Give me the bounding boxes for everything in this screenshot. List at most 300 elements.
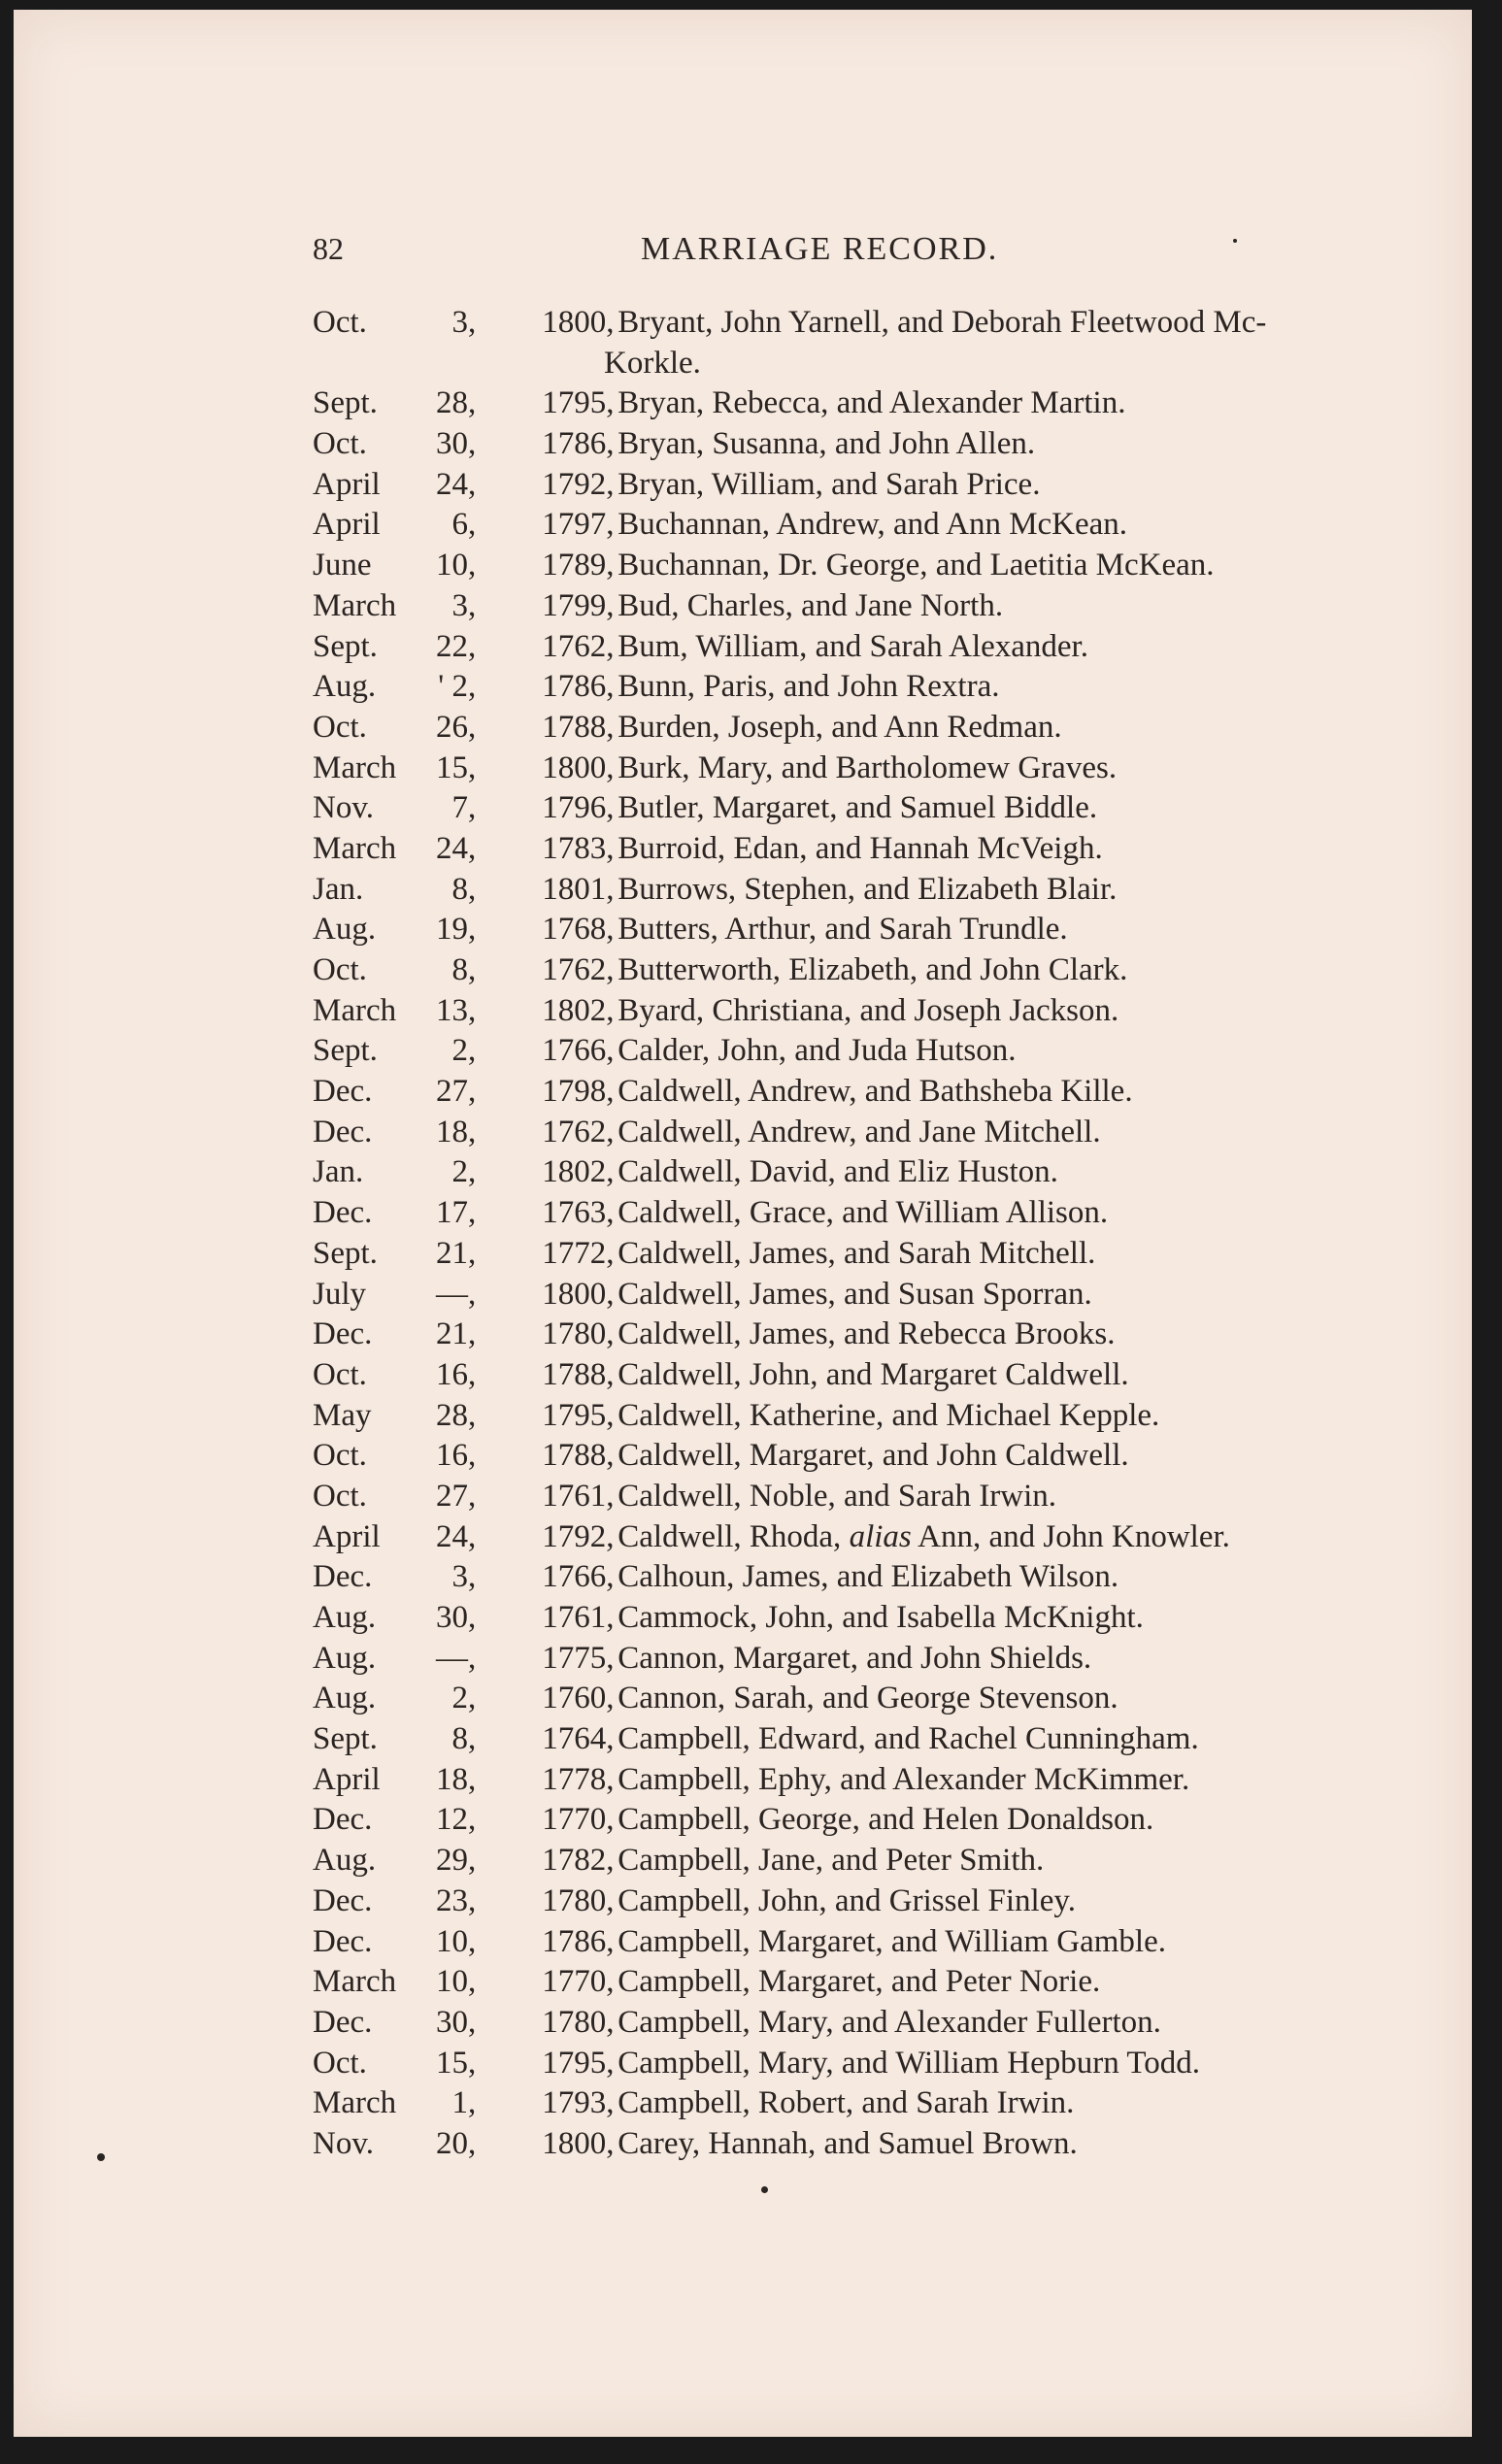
- entry-comma: ,: [468, 587, 477, 623]
- entry-comma: ,: [468, 1114, 477, 1149]
- marriage-entry: [313, 1922, 1439, 1963]
- entry-names: Caldwell, James, and Susan Sporran.: [617, 1276, 1092, 1312]
- entry-names: Campbell, George, and Helen Donaldson.: [617, 1802, 1154, 1838]
- entry-day: 29: [436, 1843, 468, 1879]
- entry-month: Dec.: [313, 1195, 373, 1231]
- entry-comma: ,: [468, 466, 477, 502]
- entry-names: Cammock, John, and Isabella McKnight.: [617, 1600, 1144, 1635]
- entry-names: Buchannan, Dr. George, and Laetitia McKean.: [617, 548, 1215, 583]
- entry-year: 1792: [542, 1518, 607, 1554]
- entry-day: 1: [451, 2085, 468, 2121]
- entry-names: Bryan, Susanna, and John Allen.: [617, 426, 1036, 462]
- entry-month: Jan.: [313, 871, 364, 907]
- entry-comma: ,: [468, 385, 477, 421]
- marriage-entry: [313, 1800, 1439, 1841]
- entry-day: ' 2: [438, 669, 468, 705]
- marriage-entry: [313, 1396, 1439, 1437]
- entry-comma: ,: [468, 1802, 477, 1838]
- entry-month: Oct.: [313, 1478, 367, 1514]
- marriage-entry: [313, 667, 1439, 708]
- marriage-entry: [313, 303, 1439, 344]
- entry-names: Caldwell, Katherine, and Michael Kepple.: [617, 1397, 1160, 1433]
- entry-day: 30: [436, 1600, 468, 1635]
- entry-comma: ,: [468, 2125, 477, 2161]
- entry-day: 28: [436, 1397, 468, 1433]
- marriage-entry: [313, 1719, 1439, 1760]
- entry-comma: ,: [468, 749, 477, 785]
- entry-names: Calder, John, and Juda Hutson.: [617, 1033, 1017, 1069]
- entry-comma: ,: [468, 1923, 477, 1959]
- entry-comma: ,: [468, 1721, 477, 1757]
- entry-day: 17: [436, 1195, 468, 1231]
- entry-comma: ,: [606, 548, 615, 583]
- entry-year: 1786: [542, 669, 607, 705]
- entry-day: 24: [436, 830, 468, 866]
- entry-comma: ,: [468, 1356, 477, 1392]
- entry-month: March: [313, 2085, 397, 2121]
- marriage-entry: [313, 465, 1439, 506]
- entry-comma: ,: [606, 912, 615, 948]
- marriage-entry: [313, 1881, 1439, 1922]
- marriage-entry: [313, 1841, 1439, 1881]
- entry-year: 1800: [542, 2125, 607, 2161]
- entry-comma: ,: [606, 952, 615, 987]
- entry-comma: ,: [468, 669, 477, 705]
- entry-comma: ,: [606, 669, 615, 705]
- entry-names: Campbell, Edward, and Rachel Cunningham.: [617, 1721, 1199, 1757]
- entry-comma: ,: [468, 1882, 477, 1918]
- marriage-entry: [313, 991, 1439, 1032]
- entry-comma: ,: [468, 1518, 477, 1554]
- entry-comma: ,: [606, 709, 615, 745]
- entry-year: 1800: [542, 749, 607, 785]
- ink-speck: [761, 2186, 768, 2193]
- entry-year: 1768: [542, 912, 607, 948]
- entry-month: April: [313, 1761, 381, 1797]
- entry-year: 1780: [542, 2004, 607, 2040]
- entry-names: Campbell, Ephy, and Alexander McKimmer.: [617, 1761, 1190, 1797]
- entry-day: 27: [436, 1074, 468, 1110]
- entry-comma: ,: [468, 1681, 477, 1716]
- marriage-entry: [313, 1234, 1439, 1275]
- entry-comma: ,: [606, 1802, 615, 1838]
- entry-comma: ,: [606, 1114, 615, 1149]
- entry-day: 8: [451, 1721, 468, 1757]
- entry-names: Caldwell, Grace, and William Allison.: [617, 1195, 1109, 1231]
- entry-comma: ,: [606, 1721, 615, 1757]
- entry-comma: ,: [468, 305, 477, 340]
- marriage-entry: [313, 1517, 1439, 1558]
- entry-month: Dec.: [313, 1882, 373, 1918]
- entry-day: 20: [436, 2125, 468, 2161]
- entry-day: 15: [436, 2045, 468, 2081]
- page-number: 82: [313, 231, 344, 266]
- marriage-entry: [313, 829, 1439, 870]
- entry-day: 2: [451, 1033, 468, 1069]
- entry-names: Caldwell, John, and Margaret Caldwell.: [617, 1356, 1129, 1392]
- entry-comma: ,: [606, 1518, 615, 1554]
- entry-month: June: [313, 548, 372, 583]
- entry-names: Caldwell, Andrew, and Bathsheba Kille.: [617, 1074, 1133, 1110]
- entry-comma: ,: [606, 507, 615, 543]
- marriage-entry: [313, 1679, 1439, 1719]
- entry-year: 1799: [542, 587, 607, 623]
- marriage-entry: [313, 1113, 1439, 1153]
- entry-year: 1789: [542, 548, 607, 583]
- entry-year: 1802: [542, 992, 607, 1028]
- entry-comma: ,: [606, 385, 615, 421]
- entry-names: Burk, Mary, and Bartholomew Graves.: [617, 749, 1118, 785]
- entry-month: April: [313, 466, 381, 502]
- entry-comma: ,: [606, 749, 615, 785]
- entry-names: Cannon, Sarah, and George Stevenson.: [617, 1681, 1118, 1716]
- marriage-entry: [313, 1031, 1439, 1072]
- marriage-entry: [313, 546, 1439, 586]
- entry-year: 1801: [542, 871, 607, 907]
- entry-day: 15: [436, 749, 468, 785]
- entry-comma: ,: [468, 1154, 477, 1190]
- entry-day: 23: [436, 1882, 468, 1918]
- marriage-entry: [313, 1477, 1439, 1517]
- entry-day: 3: [451, 587, 468, 623]
- entry-names: Campbell, Jane, and Peter Smith.: [617, 1843, 1045, 1879]
- entry-year: 1778: [542, 1761, 607, 1797]
- entry-comma: ,: [606, 1074, 615, 1110]
- entry-comma: ,: [606, 1761, 615, 1797]
- entry-month: March: [313, 1964, 397, 2000]
- entry-names: Buchannan, Andrew, and Ann McKean.: [617, 507, 1128, 543]
- entry-day: 30: [436, 426, 468, 462]
- entry-month: Oct.: [313, 2045, 367, 2081]
- entry-year: 1762: [542, 952, 607, 987]
- entry-month: Oct.: [313, 709, 367, 745]
- entry-comma: ,: [606, 1882, 615, 1918]
- entry-comma: ,: [468, 1559, 477, 1595]
- entry-month: May: [313, 1397, 372, 1433]
- entry-month: Oct.: [313, 1438, 367, 1474]
- entry-month: March: [313, 992, 397, 1028]
- entry-comma: ,: [606, 830, 615, 866]
- entry-comma: ,: [468, 830, 477, 866]
- entry-comma: ,: [468, 1397, 477, 1433]
- entry-day: 18: [436, 1761, 468, 1797]
- entry-comma: ,: [468, 790, 477, 826]
- entry-year: 1763: [542, 1195, 607, 1231]
- entry-day: 16: [436, 1356, 468, 1392]
- entry-month: Jan.: [313, 1154, 364, 1190]
- entry-month: Sept.: [313, 1235, 378, 1271]
- entry-month: March: [313, 749, 397, 785]
- entry-year: 1796: [542, 790, 607, 826]
- marriage-entry: [313, 505, 1439, 546]
- entry-day: 2: [451, 1681, 468, 1716]
- entry-day: 8: [451, 952, 468, 987]
- entry-month: March: [313, 830, 397, 866]
- entry-month: Dec.: [313, 1559, 373, 1595]
- entry-comma: ,: [606, 466, 615, 502]
- entry-names: Bryant, John Yarnell, and Deborah Fleetwood Mc-: [617, 305, 1267, 340]
- entry-names: Bryan, William, and Sarah Price.: [617, 466, 1041, 502]
- entry-comma: ,: [468, 1843, 477, 1879]
- entry-names: Cannon, Margaret, and John Shields.: [617, 1640, 1092, 1676]
- entry-day: 13: [436, 992, 468, 1028]
- entry-comma: ,: [468, 1195, 477, 1231]
- entry-month: Aug.: [313, 669, 377, 705]
- entry-comma: ,: [606, 426, 615, 462]
- entry-month: Dec.: [313, 1802, 373, 1838]
- entry-year: 1797: [542, 507, 607, 543]
- entry-names: Caldwell, David, and Eliz Huston.: [617, 1154, 1058, 1190]
- entry-comma: ,: [606, 305, 615, 340]
- entry-month: Aug.: [313, 1640, 377, 1676]
- entry-month: Dec.: [313, 1316, 373, 1352]
- entry-comma: ,: [468, 912, 477, 948]
- entry-comma: ,: [468, 628, 477, 664]
- marriage-entry: [313, 586, 1439, 627]
- entry-comma: ,: [606, 2125, 615, 2161]
- entry-comma: ,: [468, 426, 477, 462]
- entry-year: 1792: [542, 466, 607, 502]
- marriage-entry: [313, 1598, 1439, 1639]
- entry-comma: ,: [468, 1600, 477, 1635]
- entry-month: Oct.: [313, 426, 367, 462]
- marriage-entry: [313, 344, 1439, 384]
- entry-year: 1762: [542, 1114, 607, 1149]
- entry-comma: ,: [606, 628, 615, 664]
- entry-month: Aug.: [313, 1600, 377, 1635]
- entry-day: 27: [436, 1478, 468, 1514]
- marriage-entry: [313, 424, 1439, 465]
- marriage-entry: [313, 627, 1439, 668]
- entry-month: Oct.: [313, 952, 367, 987]
- entry-year: 1795: [542, 1397, 607, 1433]
- entry-names: Campbell, Margaret, and William Gamble.: [617, 1923, 1166, 1959]
- marriage-entry: [313, 2044, 1439, 2084]
- entry-comma: ,: [606, 790, 615, 826]
- entry-year: 1795: [542, 2045, 607, 2081]
- entry-day: 7: [451, 790, 468, 826]
- entry-names: Bum, William, and Sarah Alexander.: [617, 628, 1088, 664]
- entry-year: 1780: [542, 1882, 607, 1918]
- entry-month: Sept.: [313, 1721, 378, 1757]
- entry-comma: ,: [606, 1600, 615, 1635]
- entry-names: Caldwell, Rhoda, alias Ann, and John Knowler.: [617, 1518, 1230, 1554]
- entry-month: Aug.: [313, 1843, 377, 1879]
- entry-comma: ,: [606, 871, 615, 907]
- entry-year: 1775: [542, 1640, 607, 1676]
- entry-names: Campbell, John, and Grissel Finley.: [617, 1882, 1076, 1918]
- entry-comma: ,: [606, 1843, 615, 1879]
- entry-comma: ,: [468, 1761, 477, 1797]
- marriage-entry: [313, 1152, 1439, 1193]
- entry-day: 22: [436, 628, 468, 664]
- marriage-entry: [313, 1072, 1439, 1113]
- entry-comma: ,: [468, 1033, 477, 1069]
- entry-comma: ,: [468, 1640, 477, 1676]
- marriage-entry: [313, 910, 1439, 950]
- marriage-entry: [313, 1962, 1439, 2003]
- entry-comma: ,: [606, 1923, 615, 1959]
- entry-year: 1770: [542, 1964, 607, 2000]
- entry-comma: ,: [606, 1438, 615, 1474]
- entry-comma: ,: [468, 548, 477, 583]
- entry-day: 3: [451, 305, 468, 340]
- marriage-entry: [313, 1557, 1439, 1598]
- entry-comma: ,: [606, 1356, 615, 1392]
- entry-year: 1800: [542, 305, 607, 340]
- marriage-entry: [313, 1193, 1439, 1234]
- entry-day: 21: [436, 1316, 468, 1352]
- entry-year: 1788: [542, 1356, 607, 1392]
- entry-day: 26: [436, 709, 468, 745]
- ink-speck: [1233, 239, 1237, 243]
- running-head: MARRIAGE RECORD.: [641, 231, 999, 267]
- entry-names: Burden, Joseph, and Ann Redman.: [617, 709, 1062, 745]
- marriage-entry: [313, 788, 1439, 829]
- entry-day: 10: [436, 1923, 468, 1959]
- entry-day: 21: [436, 1235, 468, 1271]
- entry-comma: ,: [606, 587, 615, 623]
- marriage-entry: [313, 870, 1439, 911]
- entry-year: 1788: [542, 1438, 607, 1474]
- entry-comma: ,: [468, 1316, 477, 1352]
- marriage-entry: [313, 708, 1439, 749]
- entry-year: 1762: [542, 628, 607, 664]
- entry-year: 1795: [542, 385, 607, 421]
- entry-comma: ,: [606, 1964, 615, 2000]
- entry-names: Caldwell, Andrew, and Jane Mitchell.: [617, 1114, 1101, 1149]
- entry-year: 1761: [542, 1600, 607, 1635]
- entry-day: 30: [436, 2004, 468, 2040]
- entry-comma: ,: [606, 1276, 615, 1312]
- entry-month: Aug.: [313, 1681, 377, 1716]
- entry-month: Sept.: [313, 628, 378, 664]
- entry-year: 1780: [542, 1316, 607, 1352]
- entry-day: 3: [451, 1559, 468, 1595]
- entry-day: 19: [436, 912, 468, 948]
- marriage-entry: [313, 1436, 1439, 1477]
- marriage-entries-list: [313, 303, 1439, 2165]
- entry-day: 24: [436, 1518, 468, 1554]
- entry-year: 1802: [542, 1154, 607, 1190]
- entry-comma: ,: [468, 709, 477, 745]
- entry-names: Butters, Arthur, and Sarah Trundle.: [617, 912, 1068, 948]
- entry-day: 10: [436, 548, 468, 583]
- entry-year: 1786: [542, 1923, 607, 1959]
- entry-comma: ,: [468, 1478, 477, 1514]
- marriage-entry: [313, 2124, 1439, 2165]
- entry-month: Sept.: [313, 385, 378, 421]
- entry-day: 18: [436, 1114, 468, 1149]
- entry-names: Campbell, Mary, and Alexander Fullerton.: [617, 2004, 1161, 2040]
- entry-names: Caldwell, Noble, and Sarah Irwin.: [617, 1478, 1057, 1514]
- entry-comma: ,: [468, 1438, 477, 1474]
- entry-year: 1783: [542, 830, 607, 866]
- entry-month: Dec.: [313, 1074, 373, 1110]
- entry-names: Caldwell, James, and Sarah Mitchell.: [617, 1235, 1096, 1271]
- entry-names: Korkle.: [604, 345, 701, 381]
- entry-year: 1761: [542, 1478, 607, 1514]
- entry-comma: ,: [606, 2045, 615, 2081]
- entry-day: —: [436, 1640, 468, 1676]
- entry-month: Sept.: [313, 1033, 378, 1069]
- ink-speck: [97, 2153, 105, 2161]
- entry-comma: ,: [606, 2004, 615, 2040]
- entry-day: 8: [451, 871, 468, 907]
- entry-names: Campbell, Mary, and William Hepburn Todd.: [617, 2045, 1200, 2081]
- entry-comma: ,: [468, 1276, 477, 1312]
- entry-month: April: [313, 507, 381, 543]
- entry-year: 1793: [542, 2085, 607, 2121]
- entry-comma: ,: [468, 1235, 477, 1271]
- marriage-entry: [313, 950, 1439, 991]
- entry-day: 12: [436, 1802, 468, 1838]
- entry-month: March: [313, 587, 397, 623]
- entry-month: Dec.: [313, 1114, 373, 1149]
- entry-comma: ,: [606, 1681, 615, 1716]
- entry-comma: ,: [606, 1478, 615, 1514]
- entry-month: Nov.: [313, 790, 374, 826]
- entry-names: Burrows, Stephen, and Elizabeth Blair.: [617, 871, 1118, 907]
- entry-comma: ,: [468, 2085, 477, 2121]
- entry-comma: ,: [606, 1397, 615, 1433]
- entry-year: 1760: [542, 1681, 607, 1716]
- entry-day: 24: [436, 466, 468, 502]
- entry-comma: ,: [468, 1964, 477, 2000]
- entry-year: 1788: [542, 709, 607, 745]
- entry-year: 1772: [542, 1235, 607, 1271]
- marriage-entry: [313, 1355, 1439, 1396]
- entry-names: Caldwell, James, and Rebecca Brooks.: [617, 1316, 1116, 1352]
- marriage-entry: [313, 2083, 1439, 2124]
- entry-comma: ,: [606, 1640, 615, 1676]
- marriage-entry: [313, 1760, 1439, 1801]
- entry-names: Butler, Margaret, and Samuel Biddle.: [617, 790, 1098, 826]
- entry-month: Aug.: [313, 912, 377, 948]
- entry-month: April: [313, 1518, 381, 1554]
- marriage-entry: [313, 749, 1439, 789]
- entry-names: Caldwell, Margaret, and John Caldwell.: [617, 1438, 1129, 1474]
- entry-year: 1786: [542, 426, 607, 462]
- entry-month: Dec.: [313, 2004, 373, 2040]
- entry-comma: ,: [468, 2045, 477, 2081]
- entry-names: Campbell, Margaret, and Peter Norie.: [617, 1964, 1101, 2000]
- entry-comma: ,: [606, 2085, 615, 2121]
- entry-comma: ,: [468, 992, 477, 1028]
- entry-names: Carey, Hannah, and Samuel Brown.: [617, 2125, 1078, 2161]
- entry-comma: ,: [606, 1195, 615, 1231]
- entry-year: 1782: [542, 1843, 607, 1879]
- marriage-entry: [313, 1315, 1439, 1355]
- entry-year: 1764: [542, 1721, 607, 1757]
- entry-names: Butterworth, Elizabeth, and John Clark.: [617, 952, 1128, 987]
- marriage-entry: [313, 383, 1439, 424]
- entry-day: 10: [436, 1964, 468, 2000]
- entry-names: Campbell, Robert, and Sarah Irwin.: [617, 2085, 1075, 2121]
- marriage-entry: [313, 2003, 1439, 2044]
- marriage-entry: [313, 1275, 1439, 1315]
- entry-year: 1766: [542, 1559, 607, 1595]
- entry-comma: ,: [606, 1235, 615, 1271]
- entry-names: Bryan, Rebecca, and Alexander Martin.: [617, 385, 1126, 421]
- entry-month: Oct.: [313, 1356, 367, 1392]
- entry-names: Bunn, Paris, and John Rextra.: [617, 669, 1000, 705]
- entry-comma: ,: [468, 952, 477, 987]
- entry-comma: ,: [606, 1316, 615, 1352]
- entry-day: 2: [451, 1154, 468, 1190]
- entry-names: Bud, Charles, and Jane North.: [617, 587, 1004, 623]
- entry-day: 28: [436, 385, 468, 421]
